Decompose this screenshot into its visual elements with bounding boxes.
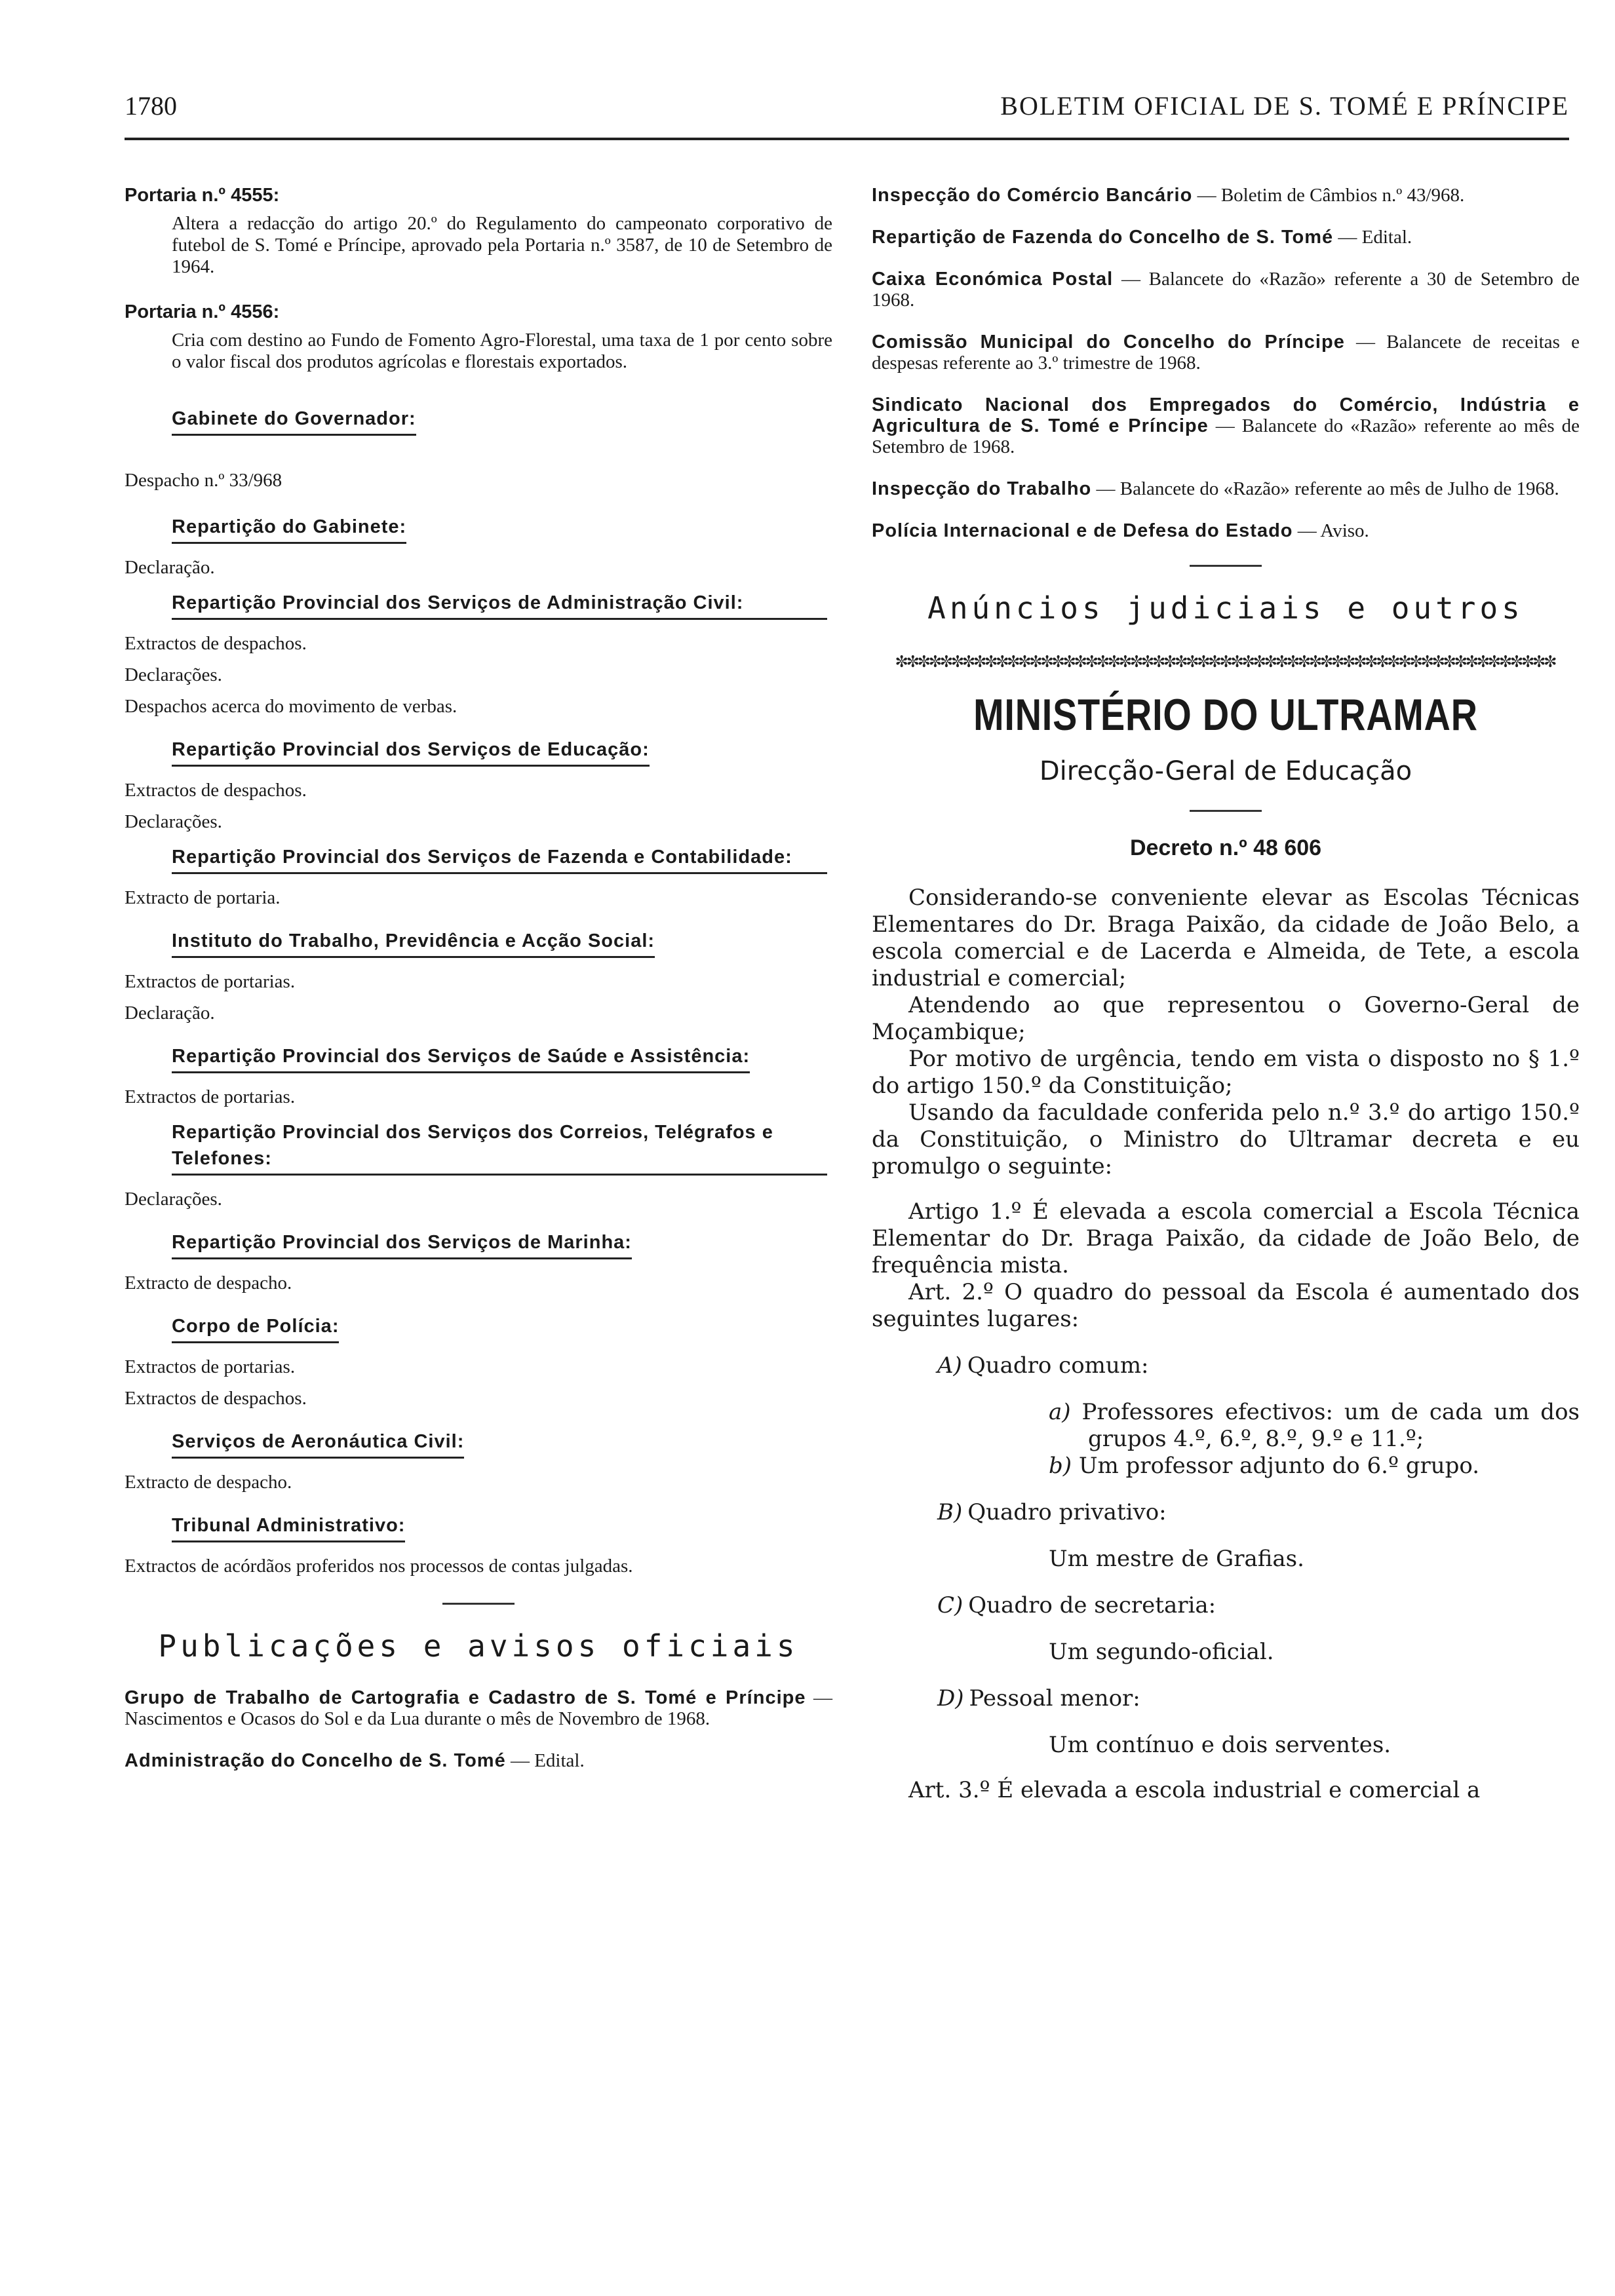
publication-item <box>125 1687 832 1729</box>
quadro-b-text: Um mestre de Grafias. <box>1049 1546 1304 1572</box>
right-column <box>872 185 1580 1804</box>
section-entry: Extractos de acórdãos proferidos nos processos de contas julgadas. <box>125 1556 633 1577</box>
section-title: Repartição Provincial dos Serviços de Administração Civil: <box>172 590 827 620</box>
section-title: Repartição Provincial dos Serviços dos Correios, Telégrafos e Telefones: <box>172 1119 827 1176</box>
publication-title: Polícia Internacional e de Defesa do Estado <box>872 520 1293 541</box>
section-entry: Despachos acerca do movimento de verbas. <box>125 696 457 717</box>
section-entry: Declarações. <box>125 811 222 832</box>
publication-desc: — Balancete de receitas e despesas referente ao 3.º trimestre de 1968. <box>872 332 1580 373</box>
ministry-title: MINISTÉRIO DO ULTRAMAR <box>973 690 1478 740</box>
section-title: Tribunal Administrativo: <box>172 1512 405 1542</box>
quadro-c-text: Um segundo-oficial. <box>1049 1639 1274 1665</box>
section-entry: Extractos de despachos. <box>125 780 307 801</box>
quadro-d-label: D) <box>937 1685 964 1712</box>
announcements-heading: Anúncios judiciais e outros <box>927 590 1524 626</box>
divider <box>1190 565 1262 567</box>
section-entries <box>125 1469 832 1495</box>
ornamental-border: ✼✼✼✼✼✼✼✼✼✼✼✼✼✼✼✼✼✼✼✼✼✼✼✼✼✼✼✼✼✼✼✼✼✼✼✼✼✼✼✼✼✼✼✼✼✼✼✼✼✼✼✼✼✼✼✼✼✼✼ <box>895 649 1556 672</box>
section-block <box>172 1220 832 1270</box>
publication-title: Repartição de Fazenda do Concelho de S. Tomé <box>872 227 1334 248</box>
section-entries <box>125 777 832 835</box>
article-1: Artigo 1.º É elevada a escola comercial a Escola Técnica Elementar do Dr. Braga Paixão, da cidade de João Belo, de frequência mista. <box>872 1198 1580 1278</box>
section-title: Repartição Provincial dos Serviços de Educação: <box>172 737 650 767</box>
section-title: Repartição Provincial dos Serviços de Saúde e Assistência: <box>172 1043 750 1073</box>
list-mark: b) <box>1049 1453 1072 1479</box>
publication-item <box>872 227 1580 248</box>
section-entry: Extractos de portarias. <box>125 1086 296 1107</box>
divider <box>442 1603 515 1605</box>
section-entries <box>125 1084 832 1110</box>
section-entries <box>125 885 832 911</box>
publication-desc: — Balancete do «Razão» referente a 30 de Setembro de 1968. <box>872 269 1580 311</box>
publication-desc: — Nascimentos e Ocasos do Sol e da Lua durante o mês de Novembro de 1968. <box>125 1687 832 1729</box>
section-block <box>172 1419 832 1469</box>
gabinete-section <box>172 396 832 446</box>
section-title: Repartição do Gabinete: <box>172 514 406 544</box>
section-title: Corpo de Polícia: <box>172 1313 339 1343</box>
section-entries <box>125 630 832 719</box>
quadro-d-text: Um contínuo e dois serventes. <box>1049 1732 1391 1758</box>
quadro-a-list <box>1049 1399 1580 1480</box>
section-title: Gabinete do Governador: <box>172 406 416 436</box>
quadro-b-heading <box>937 1499 1580 1526</box>
publication-desc: — Edital. <box>1338 227 1412 248</box>
publication-item <box>872 185 1580 206</box>
publication-desc: — Edital. <box>510 1750 585 1771</box>
section-entry: Extractos de portarias. <box>125 1356 296 1377</box>
publications-heading: Publicações e avisos oficiais <box>158 1628 799 1664</box>
publication-item <box>872 520 1580 541</box>
section-block <box>172 1034 832 1084</box>
section-entries <box>125 1186 832 1212</box>
preamble-paragraph: Considerando-se conveniente elevar as Escolas Técnicas Elementares do Dr. Braga Paixão, da cidade de João Belo, a escola comercial e de Lacerda e Almeida, de Tete, a escola industrial e comercial; <box>872 885 1580 991</box>
quadro-a-title: Quadro comum: <box>967 1352 1149 1379</box>
portaria-body: Altera a redacção do artigo 20.º do Regulamento do campeonato corporativo de futebol de S. Tomé e Príncipe, aprovado pela Portaria n.º 3587, de 10 de Setembro de 1964. <box>172 213 832 277</box>
section-entries <box>125 1354 832 1411</box>
section-entries <box>125 1270 832 1296</box>
section-title: Instituto do Trabalho, Previdência e Acção Social: <box>172 928 655 958</box>
despacho-entry: Despacho n.º 33/968 <box>125 470 282 491</box>
divider <box>1190 810 1262 812</box>
journal-title: BOLETIM OFICIAL DE S. TOMÉ E PRÍNCIPE <box>1000 91 1569 121</box>
section-entry: Declaração. <box>125 557 215 578</box>
quadro-d-title: Pessoal menor: <box>969 1685 1140 1712</box>
section-entries <box>125 1553 832 1579</box>
list-text: Um professor adjunto do 6.º grupo. <box>1078 1453 1480 1479</box>
section-block <box>172 1503 832 1553</box>
preamble-paragraph: Usando da faculdade conferida pelo n.º 3.º do artigo 150.º da Constituição, o Ministro do Ultramar decreta e eu promulgo o seguinte: <box>872 1100 1580 1179</box>
section-entry: Extractos de portarias. <box>125 971 296 992</box>
section-title: Repartição Provincial dos Serviços de Fazenda e Contabilidade: <box>172 844 827 874</box>
publication-desc: — Boletim de Câmbios n.º 43/968. <box>1197 185 1465 206</box>
publication-item <box>872 269 1580 311</box>
page-header <box>125 90 1569 143</box>
section-entry: Extracto de despacho. <box>125 1472 292 1493</box>
publication-desc: — Aviso. <box>1297 520 1369 541</box>
publication-desc: — Balancete do «Razão» referente ao mês de Setembro de 1968. <box>872 415 1580 457</box>
quadro-c-label: C) <box>937 1592 963 1618</box>
section-entry: Declaração. <box>125 1003 215 1024</box>
publication-title: Administração do Concelho de S. Tomé <box>125 1750 506 1771</box>
publication-title: Inspecção do Trabalho <box>872 478 1092 499</box>
section-entry: Extractos de despachos. <box>125 633 307 654</box>
section-entries <box>125 968 832 1026</box>
section-entry: Extracto de portaria. <box>125 887 281 908</box>
publication-title: Caixa Económica Postal <box>872 269 1114 290</box>
section-entry: Declarações. <box>125 664 222 685</box>
publication-title: Grupo de Trabalho de Cartografia e Cadastro de S. Tomé e Príncipe <box>125 1687 806 1708</box>
publication-title: Sindicato Nacional dos Empregados do Comércio, Indústria e Agricultura de S. Tomé e Príncipe <box>872 394 1580 436</box>
quadro-b-label: B) <box>937 1499 963 1525</box>
preamble-paragraph: Por motivo de urgência, tendo em vista o disposto no § 1.º do artigo 150.º da Constituição; <box>872 1046 1580 1099</box>
quadro-c-heading <box>937 1592 1580 1619</box>
section-block <box>172 919 832 968</box>
section-entry: Extracto de despacho. <box>125 1272 292 1293</box>
list-item <box>1049 1399 1580 1453</box>
portaria-item <box>125 185 832 278</box>
publication-item <box>125 1750 832 1771</box>
article-2: Art. 2.º O quadro do pessoal da Escola é aumentado dos seguintes lugares: <box>872 1279 1580 1332</box>
section-block <box>172 1304 832 1354</box>
left-column <box>125 185 832 1792</box>
publication-title: Inspecção do Comércio Bancário <box>872 185 1193 206</box>
list-mark: a) <box>1049 1399 1071 1425</box>
quadro-c-title: Quadro de secretaria: <box>968 1592 1216 1618</box>
section-title: Serviços de Aeronáutica Civil: <box>172 1428 464 1459</box>
section-title: Repartição Provincial dos Serviços de Marinha: <box>172 1229 632 1259</box>
decree-number: Decreto n.º 48 606 <box>1129 835 1322 860</box>
section-entry: Declarações. <box>125 1189 222 1210</box>
publication-item <box>872 478 1580 499</box>
publication-desc: — Balancete do «Razão» referente ao mês de Julho de 1968. <box>1096 478 1559 499</box>
section-block <box>172 1119 832 1176</box>
header-rule <box>125 138 1569 140</box>
portaria-title: Portaria n.º 4556: <box>125 301 280 322</box>
section-block <box>172 505 832 554</box>
article-3: Art. 3.º É elevada a escola industrial e comercial a <box>908 1777 1481 1803</box>
list-text: Professores efectivos: um de cada um dos grupos 4.º, 6.º, 8.º, 9.º e 11.º; <box>1081 1399 1580 1452</box>
portaria-title: Portaria n.º 4555: <box>125 185 280 206</box>
list-item <box>1049 1453 1580 1480</box>
section-entries <box>125 554 832 581</box>
section-block <box>172 590 832 620</box>
preamble-paragraph: Atendendo ao que representou o Governo-Geral de Moçambique; <box>872 992 1580 1045</box>
quadro-a-label: A) <box>937 1352 962 1379</box>
quadro-d-heading <box>937 1685 1580 1712</box>
page-number: 1780 <box>125 91 177 121</box>
publication-item <box>872 332 1580 373</box>
section-block <box>172 727 832 777</box>
publication-item <box>872 394 1580 457</box>
portaria-body: Cria com destino ao Fundo de Fomento Agro-Florestal, uma taxa de 1 por cento sobre o valor fiscal dos produtos agrícolas e florestais exportados. <box>172 330 832 372</box>
section-block <box>172 844 832 874</box>
section-entry: Extractos de despachos. <box>125 1388 307 1409</box>
publication-title: Comissão Municipal do Concelho do Príncipe <box>872 332 1345 353</box>
directorate-title: Direcção-Geral de Educação <box>1039 756 1412 786</box>
portaria-item <box>125 301 832 373</box>
quadro-a-heading <box>937 1352 1580 1379</box>
quadro-b-title: Quadro privativo: <box>967 1499 1167 1525</box>
